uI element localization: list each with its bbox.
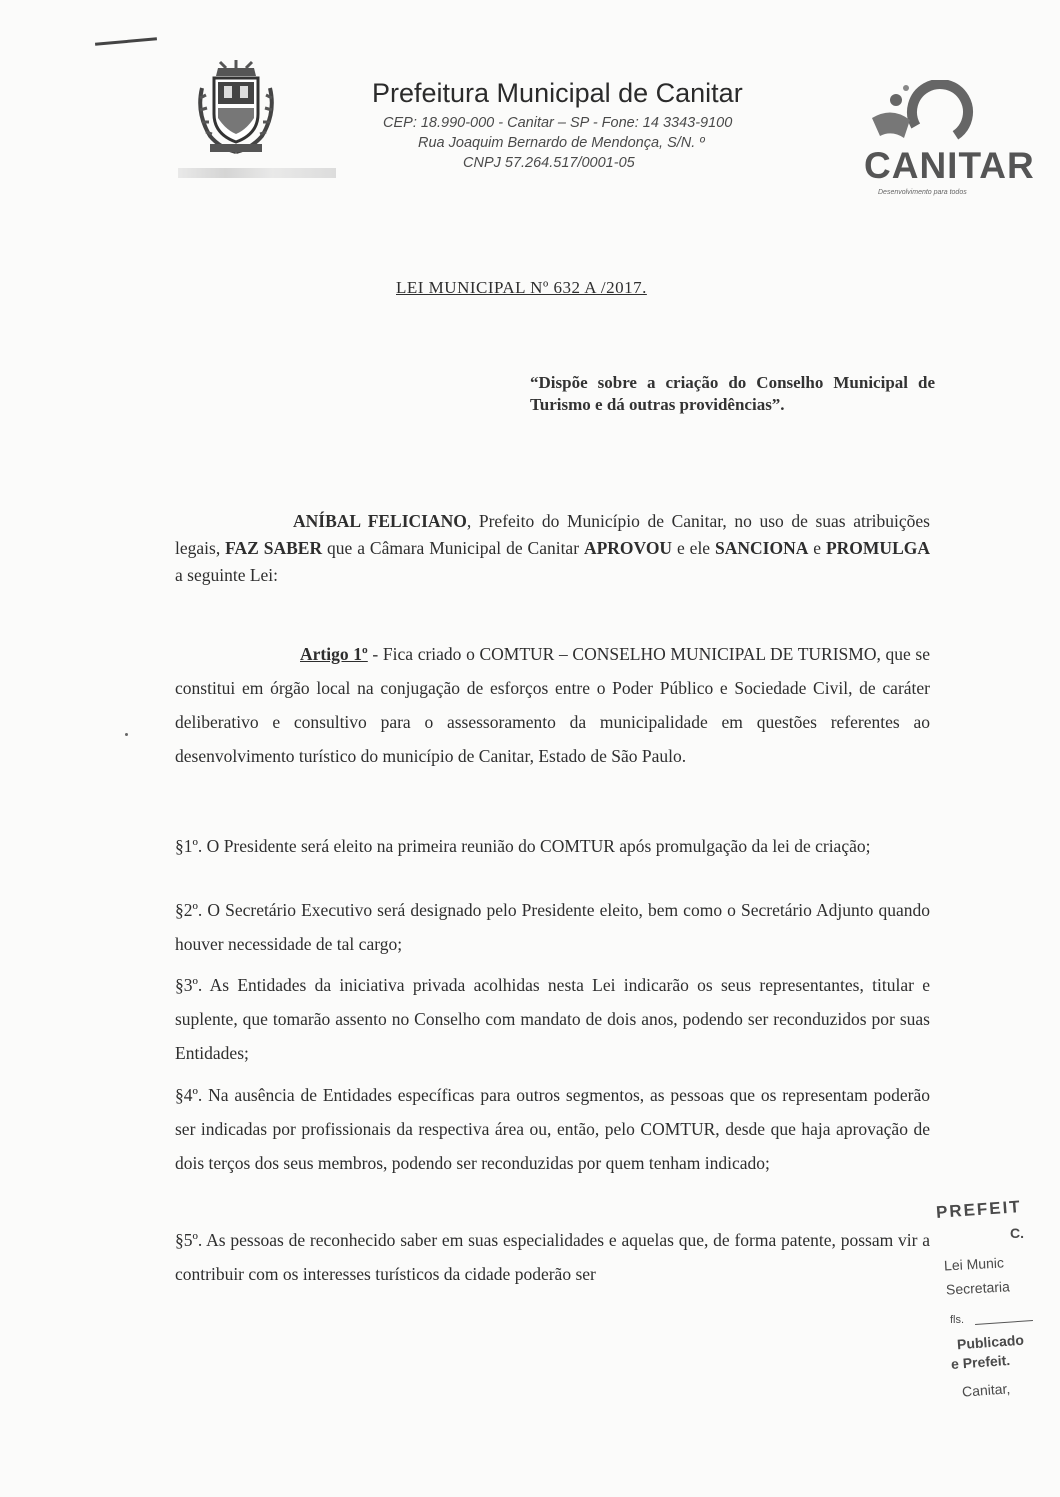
stamp-line: Publicado — [956, 1331, 1025, 1353]
logo-wordmark: CANITAR — [864, 145, 1035, 186]
paragraph-1: §1º. O Presidente será eleito na primeira reunião do COMTUR após promulgação da lei de criação; — [175, 836, 871, 856]
stamp-line: Lei Munic — [943, 1254, 1005, 1274]
paragraph-5: §5º. As pessoas de reconhecido saber em suas especialidades e aquelas que, de forma patente, possam vir a contribuir com os interesses turísticos da cidade poderão ser — [175, 1230, 930, 1284]
law-ementa: “Dispõe sobre a criação do Conselho Municipal de Turismo e dá outras providências”. — [530, 373, 935, 414]
scan-speck — [125, 733, 128, 736]
header-title: Prefeitura Municipal de Canitar — [372, 78, 743, 108]
paragraph-4: §4º. Na ausência de Entidades específicas para outros segmentos, as pessoas que os representam poderão ser indicadas por profissionais da respectiva área ou, então, pelo COMTUR, desde que haja aprovação de dois terços dos seus membros, podendo ser reconduzidas por quem tenham indicado; — [175, 1085, 930, 1173]
canitar-logo-icon — [858, 80, 1038, 206]
stamp-line: e Prefeit. — [950, 1351, 1011, 1373]
article-1-label: Artigo 1º — [300, 644, 368, 664]
municipal-crest-icon — [190, 58, 282, 158]
stamp-line: PREFEIT — [935, 1197, 1023, 1222]
header-cnpj: CNPJ 57.264.517/0001-05 — [463, 155, 635, 171]
law-title: LEI MUNICIPAL Nº 632 A /2017. — [396, 278, 647, 297]
scan-mark — [95, 37, 157, 45]
stamp-line: fls. — [950, 1314, 965, 1326]
stamp-line: C. — [1010, 1225, 1024, 1241]
logo-tagline: Desenvolvimento para todos — [878, 189, 967, 196]
header-address-line: Rua Joaquim Bernardo de Mendonça, S/N. º — [418, 135, 705, 151]
header-address-line: CEP: 18.990-000 - Canitar – SP - Fone: 14 3343-9100 — [383, 115, 733, 131]
scan-smudge — [178, 168, 336, 178]
article-1: Artigo 1º - Fica criado o COMTUR – CONSELHO MUNICIPAL DE TURISMO, que se constitui em órgão local na conjugação de esforços entre o Poder Público e Sociedade Civil, de caráter deliberativo e consultivo para o assessoramento da municipalidade em questões referentes ao desenvolvimento turístico do município de Canitar, Estado de São Paulo. — [175, 644, 930, 766]
stamp-line: Canitar, — [961, 1380, 1011, 1400]
mayor-name: ANÍBAL FELICIANO — [293, 511, 467, 531]
stamp-line: Secretaria — [945, 1278, 1011, 1298]
paragraph-2: §2º. O Secretário Executivo será designado pelo Presidente eleito, bem como o Secretário Adjunto quando houver necessidade de tal cargo; — [175, 900, 930, 954]
paragraph-3: §3º. As Entidades da iniciativa privada acolhidas nesta Lei indicarão os seus representantes, titular e suplente, que tomarão assento no Conselho com mandato de dois anos, podendo ser reconduzidos por suas Entidades; — [175, 975, 930, 1063]
stamp-underline — [975, 1320, 1033, 1325]
preamble: ANÍBAL FELICIANO, Prefeito do Município de Canitar, no uso de suas atribuições legais, FAZ SABER que a Câmara Municipal de Canitar APROVOU e ele SANCIONA e PROMULGA a seguinte Lei: — [175, 511, 930, 585]
